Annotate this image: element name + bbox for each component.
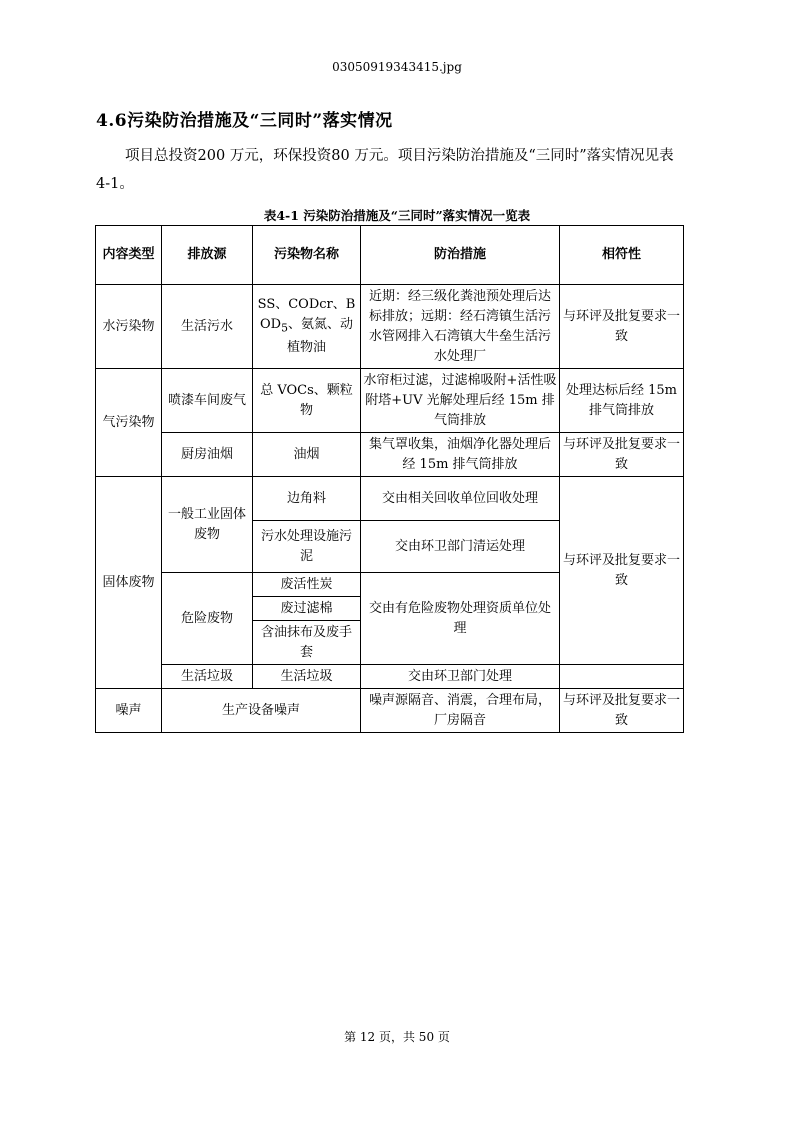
solid-type: 固体废物 [96, 477, 162, 689]
solid-garbage-source: 生活垃圾 [162, 665, 253, 689]
air-source-1: 喷漆车间废气 [162, 369, 253, 433]
solid-hazard-source: 危险废物 [162, 573, 253, 665]
solid-hazard-item-3: 含油抹布及废手套 [253, 621, 361, 665]
table-row [96, 285, 684, 369]
table-row [96, 477, 684, 521]
solid-compliance: 与环评及批复要求一致 [560, 477, 684, 665]
air-pollutant-1: 总 VOCs、颗粒物 [253, 369, 361, 433]
header-measure: 防治措施 [361, 226, 560, 285]
header-pollutant: 污染物名称 [253, 226, 361, 285]
table-caption: 表4-1 污染防治措施及“三同时”落实情况一览表 [263, 208, 531, 223]
water-compliance: 与环评及批复要求一致 [560, 285, 684, 369]
header-source: 排放源 [162, 226, 253, 285]
water-pollutant: SS、CODcr、$BOD_5$、氨氮、动植物油 [253, 285, 361, 369]
solid-garbage-compliance-cont [560, 665, 684, 689]
table-row [96, 665, 684, 689]
header-type: 内容类型 [96, 226, 162, 285]
noise-type: 噪声 [96, 689, 162, 733]
table-row [96, 689, 684, 733]
intro-paragraph: 项目总投资200 万元，环保投资80 万元。项目污染防治措施及“三同时”落实情况见表4-1。 [96, 148, 674, 192]
solid-general-measure-1: 交由相关回收单位回收处理 [361, 477, 560, 521]
noise-source: 生产设备噪声 [162, 689, 361, 733]
solid-hazard-item-1: 废活性炭 [253, 573, 361, 597]
table-row [96, 433, 684, 477]
water-type: 水污染物 [96, 285, 162, 369]
air-source-2: 厨房油烟 [162, 433, 253, 477]
table-row [96, 369, 684, 433]
solid-general-measure-2: 交由环卫部门清运处理 [361, 521, 560, 573]
air-pollutant-2: 油烟 [253, 433, 361, 477]
solid-general-pollutant-1: 边角料 [253, 477, 361, 521]
water-source: 生活污水 [162, 285, 253, 369]
file-name: 03050919343415.jpg [332, 60, 462, 74]
solid-general-pollutant-2: 污水处理设施污泥 [253, 521, 361, 573]
header-compliance: 相符性 [560, 226, 684, 285]
solid-hazard-item-2: 废过滤棉 [253, 597, 361, 621]
noise-measure: 噪声源隔音、消震，合理布局，厂房隔音 [361, 689, 560, 733]
solid-hazard-measure: 交由有危险废物处理资质单位处理 [361, 573, 560, 665]
page-footer: 第 12 页，共 50 页 [344, 1030, 450, 1044]
air-type: 气污染物 [96, 369, 162, 477]
noise-compliance: 与环评及批复要求一致 [560, 689, 684, 733]
solid-garbage-pollutant: 生活垃圾 [253, 665, 361, 689]
air-compliance-1: 处理达标后经 15m 排气筒排放 [560, 369, 684, 433]
water-measure: 近期：经三级化粪池预处理后达标排放；远期：经石湾镇生活污水管网排入石湾镇大牛垒生活污水处理厂 [361, 285, 560, 369]
solid-garbage-measure: 交由环卫部门处理 [361, 665, 560, 689]
solid-general-source: 一般工业固体废物 [162, 477, 253, 573]
air-measure-1: 水帘柜过滤，过滤棉吸附+活性吸附塔+UV 光解处理后经 15m 排气筒排放 [361, 369, 560, 433]
pollution-measures-table [95, 225, 684, 733]
air-measure-2: 集气罩收集，油烟净化器处理后经 15m 排气筒排放 [361, 433, 560, 477]
section-title: 4.6污染防治措施及“三同时”落实情况 [96, 111, 393, 131]
air-compliance-2: 与环评及批复要求一致 [560, 433, 684, 477]
table-header-row [96, 226, 684, 285]
